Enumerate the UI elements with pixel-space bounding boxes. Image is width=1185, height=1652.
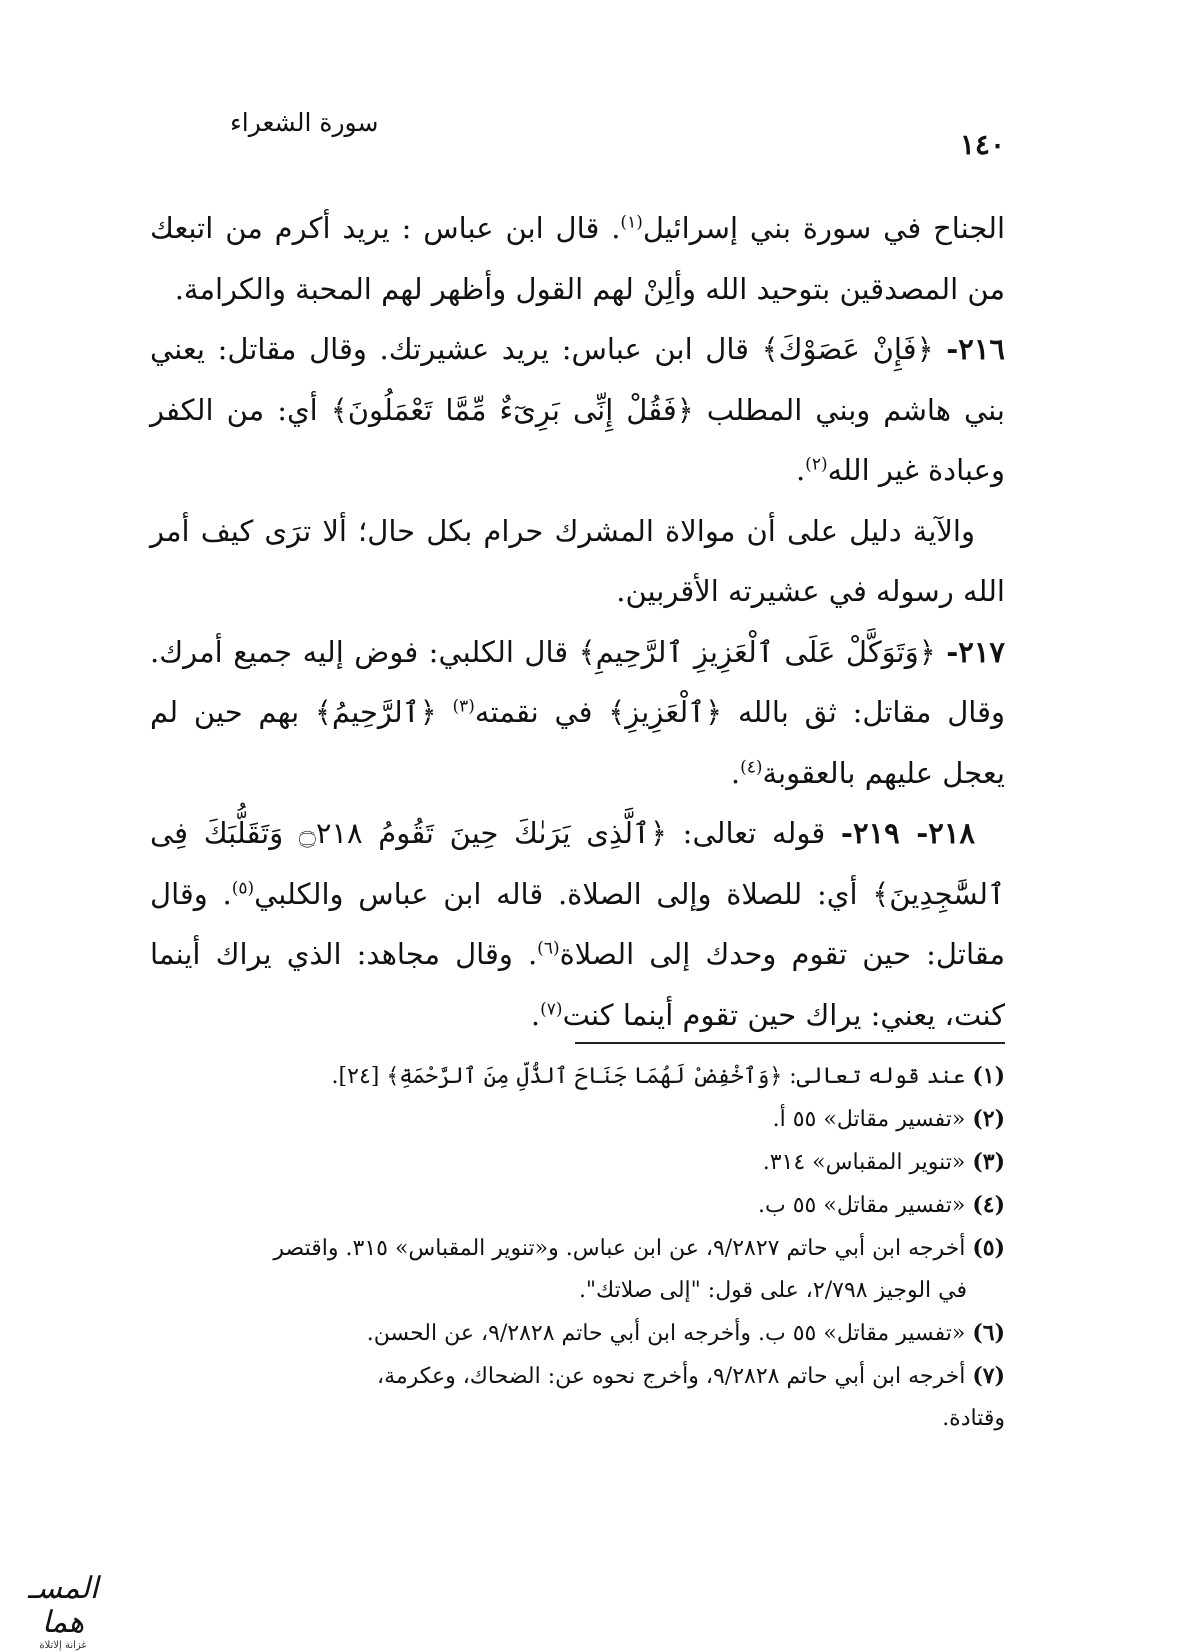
- footnote-number: (٧): [972, 1363, 1005, 1389]
- footnote-number: (١): [972, 1063, 1005, 1089]
- text-run: .: [530, 997, 541, 1032]
- footnote-ref: (١): [620, 212, 643, 233]
- verse-number: ٢١٦-: [946, 332, 1005, 366]
- text-run: ﴿ٱلرَّحِيمُ﴾ بهم حين لم يعجل عليهم بالعقوبة: [150, 695, 1005, 790]
- footnote-number: (٢): [972, 1106, 1005, 1132]
- footnote-ref: (٧): [540, 998, 563, 1019]
- footnote-text-continued: وقتادة.: [942, 1406, 1005, 1431]
- footnote-ref: (٥): [231, 877, 255, 898]
- footnote-ref: (٤): [740, 756, 763, 777]
- footnote-text: «تنوير المقباس» ٣١٤.: [762, 1150, 966, 1175]
- footnotes: [140, 1055, 1005, 1440]
- verse-number: ٢١٧-: [946, 634, 1005, 669]
- paragraph-commentary: [150, 501, 1005, 622]
- paragraph-218-219: [150, 803, 1005, 1045]
- stamp-main-text: المسـ هما: [27, 1571, 99, 1640]
- footnote-5: [140, 1227, 1005, 1312]
- paragraph-216: [150, 319, 1005, 501]
- text-run: ﴿فَإِنْ عَصَوْكَ﴾ قال ابن عباس: يريد عشيرتك. وقال مقاتل: يعني بني هاشم وبني المطلب ﴿فَقُلْ إِنِّى بَرِىٓءٌ مِّمَّا تَعْمَلُونَ﴾ أي: من الكفر وعبادة غير الله: [150, 332, 1005, 487]
- library-stamp-logo: [8, 1571, 118, 1651]
- page-number: ١٤٠: [959, 128, 1005, 161]
- text-run: . وقال مجاهد: الذي يراك أينما كنت، يعني: يراك حين تقوم أينما كنت: [150, 937, 1005, 1032]
- footnote-4: [140, 1184, 1005, 1227]
- footnote-text: أخرجه ابن أبي حاتم ٩/٢٨٢٧، عن ابن عباس. و«تنوير المقباس» ٣١٥. واقتصر: [273, 1236, 966, 1261]
- text-run: . قال ابن عباس : يريد أكرم من اتبعك من المصدقين بتوحيد الله وألِنْ لهم القول وأظهر لهم المحبة والكرامة.: [150, 211, 1005, 306]
- footnote-text: «تفسير مقاتل» ٥٥ ب. وأخرجه ابن أبي حاتم ٩/٢٨٢٨، عن الحسن.: [366, 1321, 966, 1346]
- verse-number: ٢١٨- ٢١٩-: [840, 816, 975, 850]
- stamp-sub-text: غزانة إلاتلاة: [39, 1640, 87, 1651]
- footnote-number: (٦): [972, 1320, 1005, 1346]
- text-run: .: [730, 755, 741, 790]
- footnote-text: أخرجه ابن أبي حاتم ٩/٢٨٢٨، وأخرج نحوه عن: الضحاك، وعكرمة،: [376, 1364, 966, 1389]
- text-run: والآية دليل على أن موالاة المشرك حرام بكل حال؛ ألا ترَى كيف أمر الله رسوله في عشيرته الأقربين.: [150, 513, 1005, 608]
- footnote-number: (٣): [972, 1149, 1005, 1175]
- footnote-2: [140, 1098, 1005, 1141]
- page-header: [230, 108, 1005, 168]
- footnote-text-continued: في الوجيز ٢/٧٩٨، على قول: "إلى صلاتك".: [578, 1278, 967, 1303]
- text-run: . وقال مقاتل: حين تقوم وحدك إلى الصلاة: [150, 876, 1005, 971]
- text-run: قوله تعالى: ﴿ٱلَّذِى يَرَىٰكَ حِينَ تَقُومُ ۝٢١٨ وَتَقَلُّبَكَ فِى ٱلسَّٰجِدِينَ﴾ أي: للصلاة وإلى الصلاة. قاله ابن عباس والكلبي: [150, 816, 1005, 911]
- footnote-ref: (٦): [537, 938, 560, 959]
- paragraph-1: [150, 198, 1005, 319]
- text-run: ﴿وَتَوَكَّلْ عَلَى ٱلْعَزِيزِ ٱلرَّحِيمِ﴾ قال الكلبي: فوض إليه جميع أمرك. وقال مقاتل: ثق بالله ﴿ٱلْعَزِيزِ﴾ في نقمته: [150, 634, 1006, 729]
- footnote-number: (٤): [972, 1192, 1005, 1218]
- footnote-ref: (٢): [805, 454, 828, 475]
- text-run: .: [795, 453, 806, 487]
- footnote-text: «تفسير مقاتل» ٥٥ أ.: [772, 1107, 966, 1132]
- footnote-3: [140, 1141, 1005, 1184]
- footnote-number: (٥): [972, 1235, 1005, 1261]
- footnote-ref: (٣): [452, 696, 475, 717]
- paragraph-217: [150, 622, 1005, 804]
- footnote-6: [140, 1312, 1005, 1355]
- footnote-text: عند قوله تعالى: ﴿وَٱخْفِضْ لَهُمَا جَنَاحَ ٱلذُّلِّ مِنَ ٱلرَّحْمَةِ﴾ [٢٤].: [331, 1064, 966, 1089]
- footnote-text: «تفسير مقاتل» ٥٥ ب.: [758, 1193, 966, 1218]
- footnote-divider: [575, 1042, 1005, 1044]
- footnote-1: [140, 1055, 1005, 1098]
- main-text: [150, 198, 1005, 1045]
- footnote-7: [140, 1355, 1005, 1440]
- running-title: سورة الشعراء: [230, 108, 379, 137]
- text-run: الجناح في سورة بني إسرائيل: [642, 211, 1005, 245]
